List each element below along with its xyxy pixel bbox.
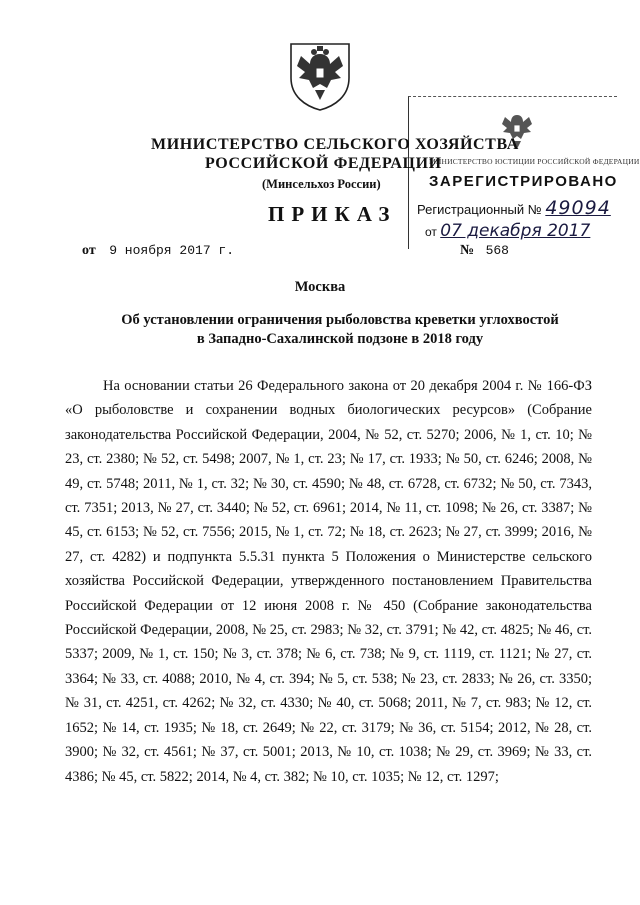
coat-of-arms-icon (287, 38, 353, 112)
number-sign: № (460, 243, 475, 258)
ministry-name-line1: МИНИСТЕРСТВО СЕЛЬСКОГО ХОЗЯЙСТВА (151, 136, 519, 153)
stamp-registered-label: ЗАРЕГИСТРИРОВАНО (429, 173, 618, 190)
stamp-organization: МИНИСТЕРСТВО ЮСТИЦИИ РОССИЙСКОЙ ФЕДЕРАЦИИ (429, 157, 640, 166)
stamp-reg-label: Регистрационный № (417, 202, 542, 217)
ministry-name-line2: РОССИЙСКОЙ ФЕДЕРАЦИИ (205, 155, 442, 172)
order-subject (80, 311, 600, 349)
stamp-date-label: от (425, 225, 437, 239)
date-from-label: от (82, 243, 96, 258)
city-name: Москва (294, 279, 346, 295)
ministry-short-name: (Минсельхоз России) (262, 177, 381, 191)
stamp-date: 07 декабря 2017 (440, 221, 591, 241)
order-date: 9 ноября 2017 г. (109, 243, 235, 258)
subject-line1: Об установлении ограничения рыболовства креветки углохвостой (121, 312, 559, 328)
subject-line2: в Западно-Сахалинской подзоне в 2018 году (196, 331, 484, 347)
stamp-reg-number: 49094 (545, 197, 611, 219)
body-paragraph: На основании статьи 26 Федерального закона от 20 декабря 2004 г. № 166-ФЗ «О рыболовстве и сохранении водных биологических ресурсов» (Собрание законодательства Российской Федерации, 2004, № 52, ст. 5270; 2006, № 1, ст. 10; № 23, ст. 2380; № 52, ст. 5498; 2007, № 1, ст. 23; № 17, ст. 1933; № 50, ст. 6246; 2008, № 49, ст. 5748; 2011, № 1, ст. 32; № 30, ст. 4590; № 48, ст. 6728, ст. 6732; № 50, ст. 7343, ст. 7351; 2013, № 27, ст. 3440; № 52, ст. 6961; 2014, № 11, ст. 1098; № 26, ст. 3387; № 45, ст. 6153; № 52, ст. 7556; 2015, № 1, ст. 72; № 18, ст. 2623; № 27, ст. 3999; 2016, № 27, ст. 4282) и подпункта 5.5.31 пункта 5 Положения о Министерстве сельского хозяйства Российской Федерации, утвержденного постановлением Правительства Российской Федерации от 12 июня 2008 г. № 450 (Собрание законодательства Российской Федерации, 2008, № 25, ст. 2983; № 32, ст. 3791; № 42, ст. 4825; № 46, ст. 5337; 2009, № 1, ст. 150; № 3, ст. 378; № 6, ст. 738; № 9, ст. 1119, ст. 1121; № 27, ст. 3364; № 33, ст. 4088; 2010, № 4, ст. 394; № 5, ст. 538; № 23, ст. 2833; № 26, ст. 3350; № 31, ст. 4251, ст. 4262; № 32, ст. 4330; № 40, ст. 5068; 2011, № 7, ст. 983; № 12, ст. 1652; № 14, ст. 1935; № 18, ст. 2649; № 22, ст. 3179; № 36, ст. 5154; 2012, № 28, ст. 3900; № 32, ст. 4561; № 37, ст. 5001; 2013, № 10, ст. 1038; № 29, ст. 3969; № 33, ст. 4386; № 45, ст. 5822; 2014, № 4, ст. 382; № 10, ст. 1035; № 12, ст. 1297; (65, 378, 592, 785)
document-type-title: ПРИКАЗ (268, 202, 397, 226)
order-number-line (460, 243, 509, 259)
stamp-reg-number-row (417, 197, 611, 219)
order-date-line (82, 243, 234, 259)
stamp-date-row (425, 221, 590, 241)
order-number: 568 (485, 243, 509, 258)
